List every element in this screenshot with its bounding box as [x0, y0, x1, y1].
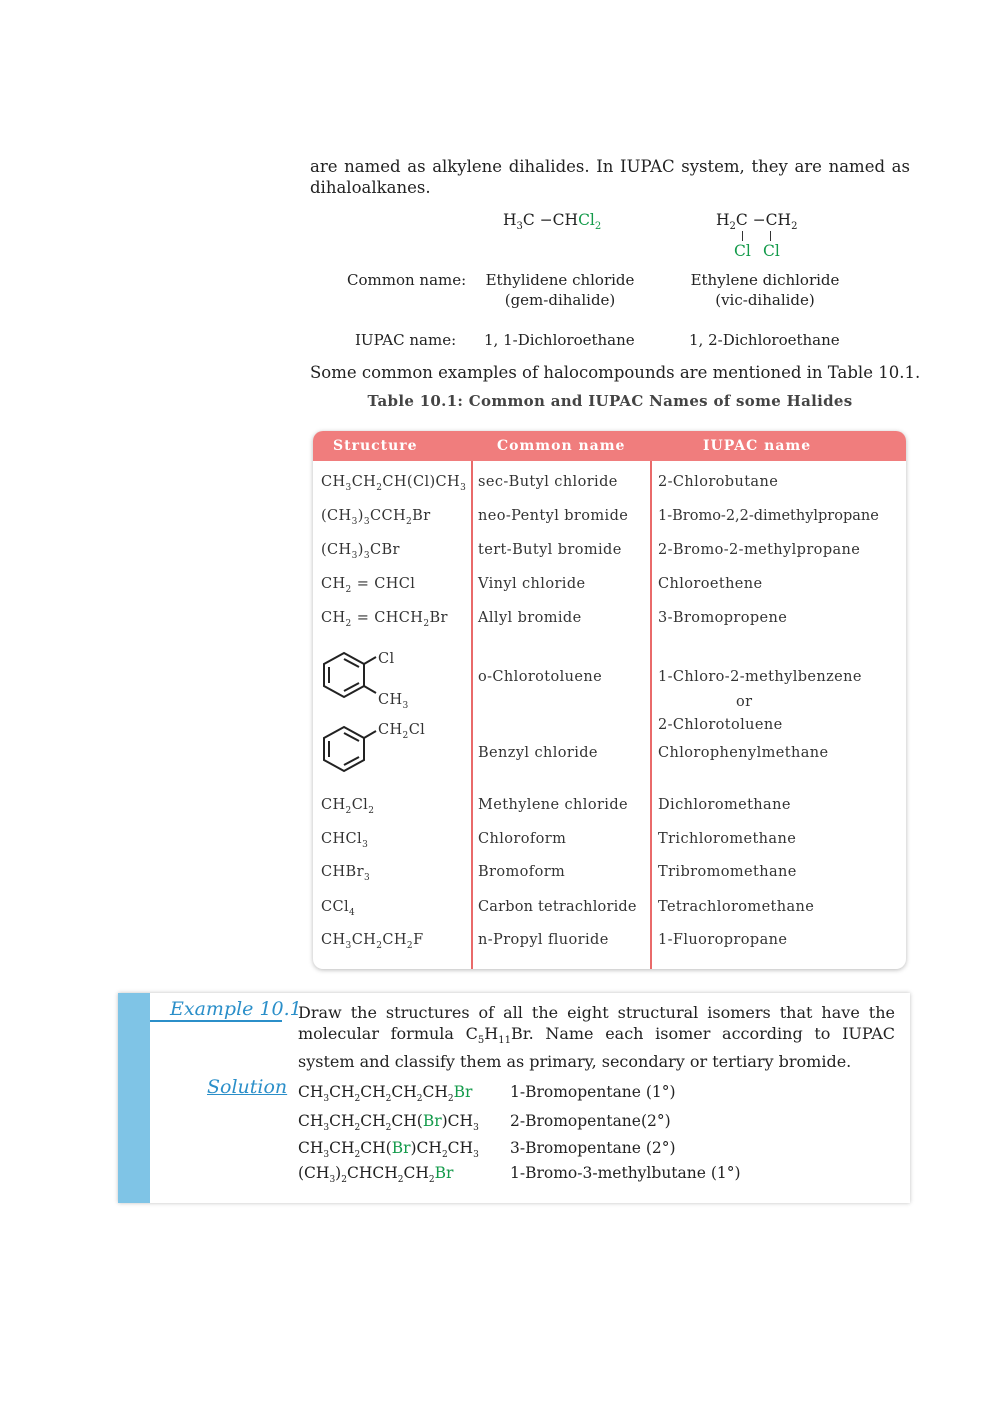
example-question: Draw the structures of all the eight structural isomers that have the molecular formula $C_5H_{11}Br$. Name each isomer according to IUPAC system and classify them as primary, secondary or tertiary bromide. — [298, 1003, 895, 1072]
solution-name: 1-Bromopentane (1°) — [510, 1083, 676, 1101]
halides-table — [313, 431, 906, 969]
common-name-cell: Allyl bromide — [478, 610, 582, 626]
iupac-name-cell: 1-Bromo-2,2-dimethylpropane — [658, 508, 879, 524]
vic-cl-right: Cl — [763, 242, 780, 260]
common-name-cell: Carbon tetrachloride — [478, 899, 637, 915]
ring-cl-label: Cl — [378, 651, 395, 667]
iupac-name-cell: 1-Chloro-2-methylbenzene — [658, 669, 862, 685]
table-header — [313, 431, 906, 461]
header-iupac-name: IUPAC name — [703, 438, 812, 454]
gem-dihalide-structure: $H_3C$ −CHCl$_2$ — [503, 211, 602, 233]
iupac-name-cell: 2-Chlorotoluene — [658, 717, 783, 733]
structure-cell: $CH_3CH_2CH(Cl)CH_3$ — [321, 474, 467, 493]
example-label: Example 10.1 — [170, 998, 302, 1020]
structure-cell: CHCl$_3$ — [321, 831, 369, 850]
solution-name: 2-Bromopentane(2°) — [510, 1112, 671, 1130]
gem-type: (gem-dihalide) — [504, 291, 616, 309]
column-divider — [471, 461, 473, 969]
solution-label: Solution — [207, 1076, 288, 1098]
iupac-name-cell: 1-Fluoropropane — [658, 932, 788, 948]
iupac-name-cell: Chloroethene — [658, 576, 763, 592]
common-name-cell: Benzyl chloride — [478, 745, 598, 761]
common-name-cell: n-Propyl fluoride — [478, 932, 609, 948]
benzyl-chloride-ring — [318, 721, 382, 779]
iupac-name-label: IUPAC name: — [355, 331, 457, 349]
iupac-name-cell: 2-Bromo-2-methylpropane — [658, 542, 861, 558]
ring-ch3-label: $CH_3$ — [378, 692, 409, 711]
table-caption: Table 10.1: Common and IUPAC Names of some Halides — [367, 392, 853, 410]
structure-cell: $CH_2Cl_2$ — [321, 797, 375, 816]
intro-paragraph: are named as alkylene dihalides. In IUPAC system, they are named as dihaloalkanes. — [310, 157, 910, 197]
structure-cell: $CH_3CH_2CH_2F$ — [321, 932, 424, 951]
gem-common-name: Ethylidene chloride — [485, 271, 635, 289]
vic-dihalide-structure: $H_2C -CH_2$ — [716, 211, 798, 233]
iupac-name-cell: Trichloromethane — [658, 831, 797, 847]
common-name-cell: o-Chlorotoluene — [478, 669, 603, 685]
common-name-cell: Vinyl chloride — [478, 576, 586, 592]
common-name-cell: sec-Butyl chloride — [478, 474, 618, 490]
gem-iupac-name: 1, 1-Dichloroethane — [484, 331, 635, 349]
structure-cell: CCl$_4$ — [321, 899, 356, 918]
solution-formula: $(CH_3)_2CHCH_2CH_2Br$ — [298, 1164, 454, 1186]
common-name-cell: Chloroform — [478, 831, 567, 847]
vic-type: (vic-dihalide) — [715, 291, 815, 309]
structure-cell: $CH_2$ = CHCl — [321, 576, 416, 595]
iupac-name-cell: Tribromomethane — [658, 864, 797, 880]
vic-iupac-name: 1, 2-Dichloroethane — [689, 331, 840, 349]
iupac-name-cell: Chlorophenylmethane — [658, 745, 829, 761]
solution-formula: $CH_3CH_2CH_2CH(Br)CH_3$ — [298, 1112, 479, 1134]
vic-bond-right — [770, 231, 771, 241]
structure-cell: $(CH_3)_3CCH_2Br$ — [321, 508, 431, 527]
structure-cell: $(CH_3)_3CBr$ — [321, 542, 400, 561]
common-name-cell: neo-Pentyl bromide — [478, 508, 629, 524]
iupac-name-cell: 3-Bromopropene — [658, 610, 788, 626]
vic-bond-left — [742, 231, 743, 241]
iupac-or: or — [736, 694, 753, 710]
solution-formula: $CH_3CH_2CH(Br)CH_2CH_3$ — [298, 1139, 479, 1161]
iupac-name-cell: Dichloromethane — [658, 797, 791, 813]
vic-cl-left: Cl — [734, 242, 751, 260]
column-divider — [650, 461, 652, 969]
table-mention: Some common examples of halocompounds are mentioned in Table 10.1. — [310, 363, 921, 382]
iupac-name-cell: 2-Chlorobutane — [658, 474, 779, 490]
vic-common-name: Ethylene dichloride — [690, 271, 840, 289]
header-structure: Structure — [333, 438, 418, 454]
header-common-name: Common name — [497, 438, 626, 454]
example-label-underline — [150, 1020, 282, 1022]
structure-cell: $CH_2$ = $CHCH_2Br$ — [321, 610, 448, 629]
common-name-label: Common name: — [347, 271, 467, 289]
iupac-name-cell: Tetrachloromethane — [658, 899, 815, 915]
common-name-cell: Methylene chloride — [478, 797, 628, 813]
o-chlorotoluene-ring — [318, 647, 382, 711]
example-side-bar — [118, 993, 150, 1203]
solution-name: 1-Bromo-3-methylbutane (1°) — [510, 1164, 741, 1182]
common-name-cell: Bromoform — [478, 864, 566, 880]
structure-cell: CHBr$_3$ — [321, 864, 371, 883]
solution-name: 3-Bromopentane (2°) — [510, 1139, 676, 1157]
solution-formula: $CH_3CH_2CH_2CH_2CH_2Br$ — [298, 1083, 473, 1105]
common-name-cell: tert-Butyl bromide — [478, 542, 622, 558]
ring-ch2cl-label: $CH_2Cl$ — [378, 722, 426, 741]
